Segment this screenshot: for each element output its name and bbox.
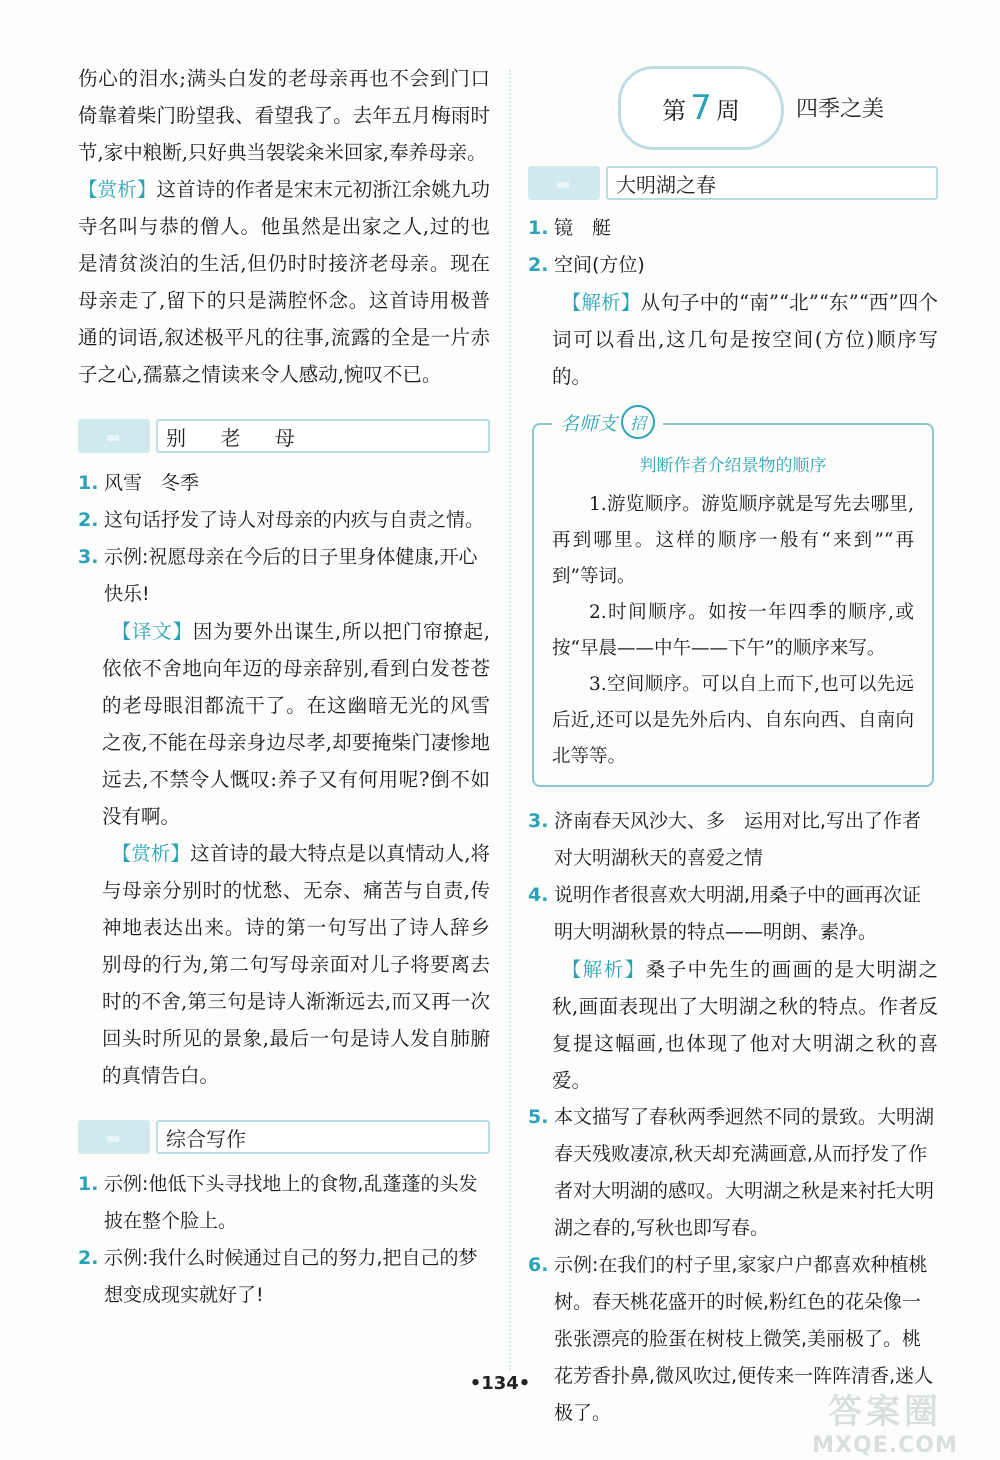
appreciation-text: 这首诗的最大特点是以真情动人,将与母亲分别时的忧愁、无奈、痛苦与自责,传神地表达出来。诗的第一句写出了诗人辞乡别母的行为,第二句写母亲面对儿子将要离去时的不舍,第三句是诗人渐渐远去,而又再一次回头时所见的景象,最后一句是诗人发自肺腑的真情告白。 bbox=[102, 842, 490, 1087]
section-badge bbox=[78, 419, 150, 453]
analysis-paragraph bbox=[552, 284, 938, 395]
answer-item bbox=[78, 539, 490, 613]
item-text: 镜 艇 bbox=[554, 217, 612, 239]
analysis-text: 从句子中的“南”“北”“东”“西”四个词可以看出,这几句是按空间(方位)顺序写的。 bbox=[552, 291, 938, 388]
answer-item bbox=[78, 465, 490, 502]
item-text: 这句话抒发了诗人对母亲的内疚与自责之情。 bbox=[104, 509, 485, 531]
analysis-text: 桑子中先生的画画的是大明湖之秋,画面表现出了大明湖之秋的特点。作者反复提这幅画,也体现了他对大明湖之秋的喜爱。 bbox=[552, 958, 938, 1092]
appreciation-paragraph-2 bbox=[102, 835, 490, 1094]
answer-item bbox=[528, 247, 938, 284]
tip-circle-icon: 招 bbox=[621, 405, 655, 439]
appreciation-text: 这首诗的作者是宋末元初浙江余姚九功寺名叫与恭的僧人。他虽然是出家之人,过的也是清贫淡泊的生活,但仍时时接济老母亲。现在母亲走了,留下的只是满腔怀念。这首诗用极普通的词语,叙述极平凡的往事,流露的全是一片赤子之心,孺慕之情读来令人感动,惋叹不已。 bbox=[78, 178, 490, 386]
tip-paragraph: 2.时间顺序。如按一年四季的顺序,或按“早晨——中午——下午”的顺序来写。 bbox=[552, 602, 914, 659]
appreciation-paragraph bbox=[78, 171, 490, 393]
week-prefix: 第 bbox=[662, 96, 687, 125]
week-banner bbox=[618, 66, 918, 166]
section-title: 综合写作 bbox=[156, 1120, 490, 1154]
watermark-bottom: MXQE.COM bbox=[812, 1433, 958, 1458]
tip-label-text: 名师支 bbox=[560, 412, 618, 435]
item-number: 2. bbox=[528, 254, 549, 276]
watermark-top: 答案圈 bbox=[828, 1392, 942, 1432]
watermark-logo bbox=[790, 1384, 980, 1458]
item-number: 6. bbox=[528, 1254, 549, 1276]
item-text: 空间(方位) bbox=[554, 254, 645, 276]
item-number: 1. bbox=[528, 217, 549, 239]
item-number: 2. bbox=[78, 1247, 99, 1269]
translation-continued: 伤心的泪水;满头白发的老母亲再也不会到门口倚靠着柴门盼望我、看望我了。去年五月梅雨时节,家中粮断,只好典当袈裟籴米回家,奉养母亲。 bbox=[78, 67, 490, 164]
left-column bbox=[78, 60, 490, 1314]
translation-text: 因为要外出谋生,所以把门帘撩起,依依不舍地向年迈的母亲辞别,看到白发苍苍的老母眼泪都流干了。在这幽暗无光的风雪之夜,不能在母亲身边尽孝,却要掩柴门凄惨地远去,不禁令人慨叹:养子又有何用呢?倒不如没有啊。 bbox=[102, 620, 490, 828]
translation-tag: 【译文】 bbox=[111, 620, 193, 643]
badge-icon: ▬ bbox=[555, 173, 573, 193]
appreciation-tag: 【赏析】 bbox=[111, 842, 191, 865]
item-number: 1. bbox=[78, 472, 99, 494]
answer-item bbox=[528, 877, 938, 951]
badge-icon: ▬ bbox=[105, 1127, 123, 1147]
answer-item bbox=[78, 1166, 490, 1240]
item-number: 3. bbox=[528, 810, 549, 832]
week-title: 四季之美 bbox=[796, 97, 885, 122]
item-text: 示例:我什么时候通过自己的努力,把自己的梦想变成现实就好了! bbox=[104, 1247, 478, 1306]
week-suffix: 周 bbox=[715, 96, 740, 125]
appreciation-tag: 【赏析】 bbox=[78, 178, 157, 201]
right-column bbox=[528, 66, 938, 1432]
section-title: 别 老 母 bbox=[156, 419, 490, 453]
tip-heading: 判断作者介绍景物的顺序 bbox=[639, 456, 827, 476]
column-divider bbox=[509, 70, 511, 1370]
teacher-tip-box bbox=[532, 412, 934, 787]
item-number: 5. bbox=[528, 1106, 549, 1128]
section-header-writing bbox=[78, 1120, 490, 1154]
answer-item bbox=[528, 803, 938, 877]
answer-item bbox=[78, 1240, 490, 1314]
section-header-daming-lake bbox=[528, 166, 938, 200]
item-number: 4. bbox=[528, 884, 549, 906]
page-number: •134• bbox=[469, 1373, 531, 1394]
item-text: 示例:祝愿母亲在今后的日子里身体健康,开心快乐! bbox=[104, 546, 478, 605]
analysis-tag: 【解析】 bbox=[561, 958, 646, 981]
answer-item bbox=[528, 210, 938, 247]
answer-item bbox=[528, 1099, 938, 1247]
item-number: 3. bbox=[78, 546, 99, 568]
item-number: 2. bbox=[78, 509, 99, 531]
item-text: 说明作者很喜欢大明湖,用桑子中的画再次证明大明湖秋景的特点——明朗、素净。 bbox=[554, 884, 922, 943]
tip-paragraph: 1.游览顺序。游览顺序就是写先去哪里,再到哪里。这样的顺序一般有“来到”“再到”等词。 bbox=[552, 494, 914, 587]
badge-icon: ▬ bbox=[105, 426, 123, 446]
item-text: 示例:在我们的村子里,家家户户都喜欢种植桃树。春天桃花盛开的时候,粉红色的花朵像一张张漂亮的脸蛋在树枝上微笑,美丽极了。桃花芳香扑鼻,微风吹过,便传来一阵阵清香,迷人极了。 bbox=[554, 1254, 934, 1424]
cloud-badge bbox=[618, 66, 784, 150]
section-title: 大明湖之春 bbox=[606, 166, 938, 200]
item-text: 本文描写了春秋两季迥然不同的景致。大明湖春天残败凄凉,秋天却充满画意,从而抒发了作者对大明湖的感叹。大明湖之秋是来衬托大明湖之春的,写秋也即写春。 bbox=[554, 1106, 935, 1239]
analysis-tag: 【解析】 bbox=[561, 291, 641, 314]
item-number: 1. bbox=[78, 1173, 99, 1195]
item-text: 示例:他低下头寻找地上的食物,乱蓬蓬的头发披在整个脸上。 bbox=[104, 1173, 478, 1232]
translation-paragraph bbox=[102, 613, 490, 835]
tip-label bbox=[552, 405, 663, 439]
section-badge bbox=[78, 1120, 150, 1154]
item-text: 济南春天风沙大、多 运用对比,写出了作者对大明湖秋天的喜爱之情 bbox=[554, 810, 922, 869]
answer-item bbox=[78, 502, 490, 539]
week-number: 7 bbox=[690, 88, 712, 128]
item-text: 风雪 冬季 bbox=[104, 472, 200, 494]
section-header-bie-lao-mu bbox=[78, 419, 490, 453]
analysis-paragraph-2 bbox=[552, 951, 938, 1099]
tip-paragraph: 3.空间顺序。可以自上而下,也可以先远后近,还可以是先外后内、自东向西、自南向北等等。 bbox=[552, 674, 914, 767]
section-badge bbox=[528, 166, 600, 200]
